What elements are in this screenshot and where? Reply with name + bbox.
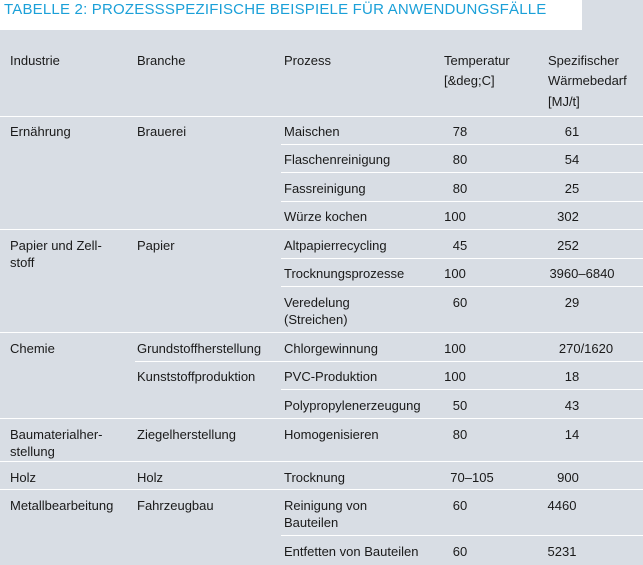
rule	[281, 144, 643, 145]
header-temperatur: Temperatur	[444, 53, 510, 68]
cell-industrie: Baumaterialher-	[10, 427, 103, 442]
cell-temperatur: 50	[452, 398, 468, 413]
header-temperatur-unit: [&deg;C]	[444, 73, 495, 88]
rule	[281, 389, 643, 390]
cell-temperatur: 80	[452, 427, 468, 442]
cell-waerme: 5231	[547, 544, 577, 559]
cell-temperatur: 60	[452, 544, 468, 559]
header-branche: Branche	[137, 53, 186, 68]
rule	[281, 286, 643, 287]
cell-waerme: 4460	[547, 498, 577, 513]
header-waerme-2: Wärmebedarf	[548, 73, 627, 88]
header-waerme: Spezifischer	[548, 53, 619, 68]
cell-prozess: Trocknungsprozesse	[284, 266, 405, 281]
cell-waerme: 302	[557, 209, 579, 224]
cell-waerme: 25	[564, 181, 580, 196]
cell-temperatur: 60	[452, 498, 468, 513]
cell-temperatur: 45	[452, 238, 468, 253]
cell-prozess: PVC-Produktion	[284, 369, 378, 384]
rule	[281, 258, 643, 259]
rule	[281, 535, 643, 536]
header-industrie: Industrie	[10, 53, 60, 68]
header-prozess: Prozess	[284, 53, 331, 68]
cell-prozess: Maischen	[284, 124, 340, 139]
rule-group	[0, 229, 643, 230]
cell-prozess: Chlorgewinnung	[284, 341, 378, 356]
cell-industrie: Metallbearbeitung	[10, 498, 114, 513]
cell-branche: Ziegelherstellung	[137, 427, 237, 442]
cell-temperatur: 100	[444, 369, 466, 384]
cell-industrie: Holz	[10, 470, 37, 485]
rule-group	[0, 332, 643, 333]
cell-waerme: 29	[564, 295, 580, 310]
cell-waerme: 18	[564, 369, 580, 384]
cell-waerme: 900	[557, 470, 579, 485]
cell-temperatur: 100	[444, 209, 466, 224]
rule	[281, 201, 643, 202]
header-waerme-unit: [MJ/t]	[548, 94, 580, 109]
cell-prozess: Trocknung	[284, 470, 345, 485]
rule	[135, 361, 643, 362]
rule-group	[0, 418, 643, 419]
cell-prozess: Homogenisieren	[284, 427, 379, 442]
cell-branche: Kunststoffproduktion	[137, 369, 256, 384]
cell-branche: Grundstoffherstellung	[137, 341, 262, 356]
cell-prozess: Altpapierrecycling	[284, 238, 387, 253]
cell-waerme: 270/1620	[558, 341, 614, 356]
cell-prozess: Flaschenreinigung	[284, 152, 391, 167]
cell-industrie: stellung	[10, 444, 55, 459]
cell-prozess: Entfetten von Bauteilen	[284, 544, 419, 559]
cell-industrie: Papier und Zell-	[10, 238, 102, 253]
caption-filler	[582, 0, 643, 30]
cell-waerme: 61	[564, 124, 580, 139]
cell-temperatur: 100	[444, 341, 466, 356]
cell-prozess: Fassreinigung	[284, 181, 366, 196]
cell-branche: Fahrzeugbau	[137, 498, 214, 513]
rule-header	[0, 116, 643, 117]
cell-branche: Papier	[137, 238, 175, 253]
cell-waerme: 54	[564, 152, 580, 167]
cell-temperatur: 100	[444, 266, 466, 281]
cell-branche: Holz	[137, 470, 164, 485]
cell-prozess: Polypropylenerzeugung	[284, 398, 421, 413]
cell-temperatur: 78	[452, 124, 468, 139]
rule	[281, 172, 643, 173]
cell-industrie: Chemie	[10, 341, 55, 356]
cell-branche: Brauerei	[137, 124, 187, 139]
cell-waerme: 3960–6840	[549, 266, 615, 281]
cell-prozess: Bauteilen	[284, 515, 339, 530]
cell-industrie: Ernährung	[10, 124, 71, 139]
cell-prozess: (Streichen)	[284, 312, 348, 327]
cell-prozess: Würze kochen	[284, 209, 368, 224]
cell-temperatur: 60	[452, 295, 468, 310]
table-caption: TABELLE 2: PROZESSSPEZIFISCHE BEISPIELE FÜR ANWENDUNGSFÄLLE	[0, 0, 582, 30]
cell-temperatur: 70–105	[450, 470, 494, 485]
cell-temperatur: 80	[452, 152, 468, 167]
cell-waerme: 43	[564, 398, 580, 413]
rule-group	[0, 489, 643, 490]
cell-temperatur: 80	[452, 181, 468, 196]
cell-prozess: Veredelung	[284, 295, 350, 310]
cell-waerme: 14	[564, 427, 580, 442]
cell-industrie: stoff	[10, 255, 35, 270]
rule-group	[0, 461, 643, 462]
cell-waerme: 252	[557, 238, 579, 253]
cell-prozess: Reinigung von	[284, 498, 368, 513]
